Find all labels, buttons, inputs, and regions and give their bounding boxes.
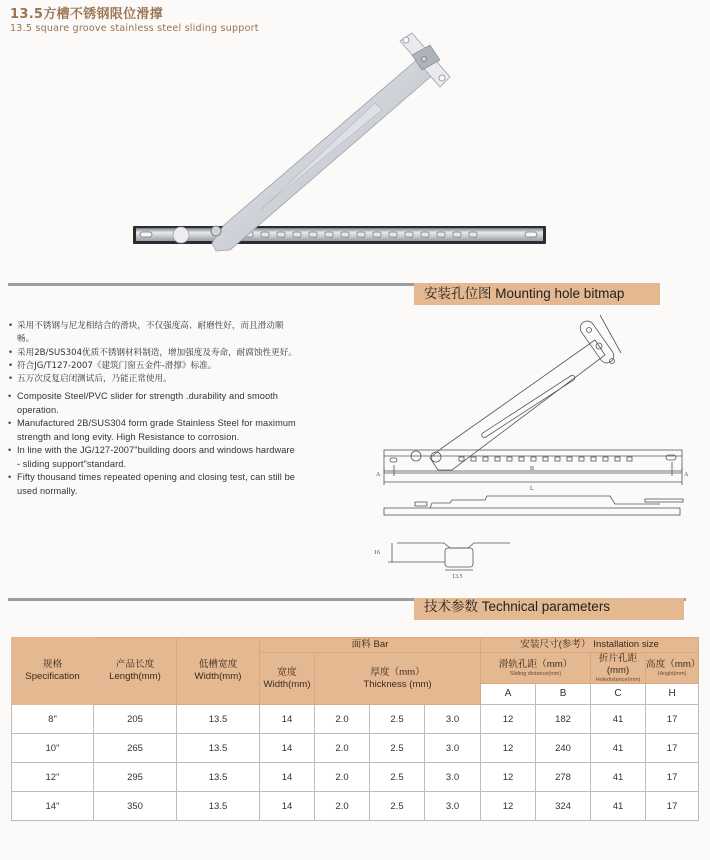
cell-b: 278 xyxy=(536,763,591,792)
cell-thickness: 3.0 xyxy=(425,734,481,763)
cell-groove-width: 13.5 xyxy=(177,705,260,734)
dimension-label-height: 16 xyxy=(374,550,380,556)
col-group-bar: 面料 Bar xyxy=(260,638,481,653)
cell-a: 12 xyxy=(481,763,536,792)
cell-groove-width: 13.5 xyxy=(177,763,260,792)
cell-length: 205 xyxy=(94,705,177,734)
mounting-hole-drawing xyxy=(370,310,700,580)
page-subtitle: 13.5 square groove stainless steel sliding support xyxy=(10,23,259,34)
table-row xyxy=(12,792,699,821)
cell-thickness: 2.0 xyxy=(315,792,370,821)
col-header-h: H xyxy=(646,684,699,705)
col-header-spec: 规格 Specification xyxy=(12,638,94,705)
cell-b: 324 xyxy=(536,792,591,821)
section-header-technical: 技术参数 Technical parameters xyxy=(414,598,684,620)
cell-c: 41 xyxy=(591,792,646,821)
col-header-c: C xyxy=(591,684,646,705)
cell-bar-width: 14 xyxy=(260,763,315,792)
cell-thickness: 2.0 xyxy=(315,705,370,734)
feature-list-en xyxy=(8,390,298,498)
technical-parameters-table xyxy=(11,637,699,821)
cell-a: 12 xyxy=(481,734,536,763)
table-row xyxy=(12,734,699,763)
cell-c: 41 xyxy=(591,705,646,734)
feature-item: • Fifty thousand times repeated opening and closing test, can still be used normally. xyxy=(8,471,298,498)
col-header-length: 产品长度 Length(mm) xyxy=(94,638,177,705)
feature-item: • Manufactured 2B/SUS304 form grade Stainless Steel for maximum strength and long evity. High Resistance to corrosion. xyxy=(8,417,298,444)
col-header-groove-width: 低槽宽度 Width(mm) xyxy=(177,638,260,705)
feature-item: • 采用不锈钢与尼龙相结合的滑块，不仅强度高、耐磨性好，而且滑动顺畅。 xyxy=(8,320,298,347)
cell-a: 12 xyxy=(481,792,536,821)
page-title: 13.5方槽不锈钢限位滑撑 xyxy=(10,7,163,22)
cell-length: 295 xyxy=(94,763,177,792)
feature-item: • 五万次反复启闭测试后，乃能正常使用。 xyxy=(8,373,298,386)
cell-spec: 8" xyxy=(12,705,94,734)
cell-thickness: 2.5 xyxy=(370,734,425,763)
cell-spec: 12" xyxy=(12,763,94,792)
section-header-mounting: 安装孔位图 Mounting hole bitmap xyxy=(414,283,660,305)
cell-b: 182 xyxy=(536,705,591,734)
col-header-a: A xyxy=(481,684,536,705)
cell-c: 41 xyxy=(591,763,646,792)
col-header-height: 高度（mm） Height(mm) xyxy=(646,653,699,684)
cell-thickness: 3.0 xyxy=(425,792,481,821)
cell-spec: 10" xyxy=(12,734,94,763)
dimension-label-width: 13.5 xyxy=(452,574,463,580)
cell-bar-width: 14 xyxy=(260,705,315,734)
dimension-label-a: A xyxy=(684,472,689,478)
cell-length: 350 xyxy=(94,792,177,821)
table-row xyxy=(12,763,699,792)
col-header-thickness: 厚度（mm） Thickness (mm) xyxy=(315,653,481,705)
dimension-label-a: A xyxy=(376,472,381,478)
feature-list xyxy=(8,320,298,498)
col-group-installation: 安装尺寸(参考） Installation size xyxy=(481,638,699,653)
feature-item: • Composite Steel/PVC slider for strength .durability and smooth operation. xyxy=(8,390,298,417)
cell-thickness: 2.5 xyxy=(370,705,425,734)
cell-spec: 14" xyxy=(12,792,94,821)
dimension-label-b: B xyxy=(530,466,535,472)
feature-item: • 符合JG/T127-2007《建筑门窗五金件-滑撑》标准。 xyxy=(8,360,298,373)
feature-item: • 采用2B/SUS304优质不锈钢材料制造，增加强度及寿命，耐腐蚀性更好。 xyxy=(8,347,298,360)
cell-bar-width: 14 xyxy=(260,734,315,763)
cell-length: 265 xyxy=(94,734,177,763)
col-header-sliding-distance: 滑轨孔距（mm） Sliding distance(mm) xyxy=(481,653,591,684)
cell-thickness: 2.0 xyxy=(315,763,370,792)
cell-groove-width: 13.5 xyxy=(177,792,260,821)
col-header-b: B xyxy=(536,684,591,705)
cell-bar-width: 14 xyxy=(260,792,315,821)
cell-h: 17 xyxy=(646,734,699,763)
cell-thickness: 2.5 xyxy=(370,792,425,821)
cell-thickness: 2.5 xyxy=(370,763,425,792)
dimension-label-l: L xyxy=(530,486,534,492)
product-photo xyxy=(120,25,580,265)
feature-list-cn xyxy=(8,320,298,386)
col-header-hole-distance: 折片孔距(mm) Holedistance(mm) xyxy=(591,653,646,684)
cell-h: 17 xyxy=(646,792,699,821)
table-row xyxy=(12,705,699,734)
cell-c: 41 xyxy=(591,734,646,763)
col-header-bar-width: 宽度 Width(mm) xyxy=(260,653,315,705)
cell-h: 17 xyxy=(646,705,699,734)
cell-h: 17 xyxy=(646,763,699,792)
cell-thickness: 3.0 xyxy=(425,763,481,792)
cell-thickness: 3.0 xyxy=(425,705,481,734)
feature-item: • In line with the JG/127-2007"building doors and windows hardware - sliding support"standard. xyxy=(8,444,298,471)
cell-b: 240 xyxy=(536,734,591,763)
cell-thickness: 2.0 xyxy=(315,734,370,763)
cell-a: 12 xyxy=(481,705,536,734)
cell-groove-width: 13.5 xyxy=(177,734,260,763)
